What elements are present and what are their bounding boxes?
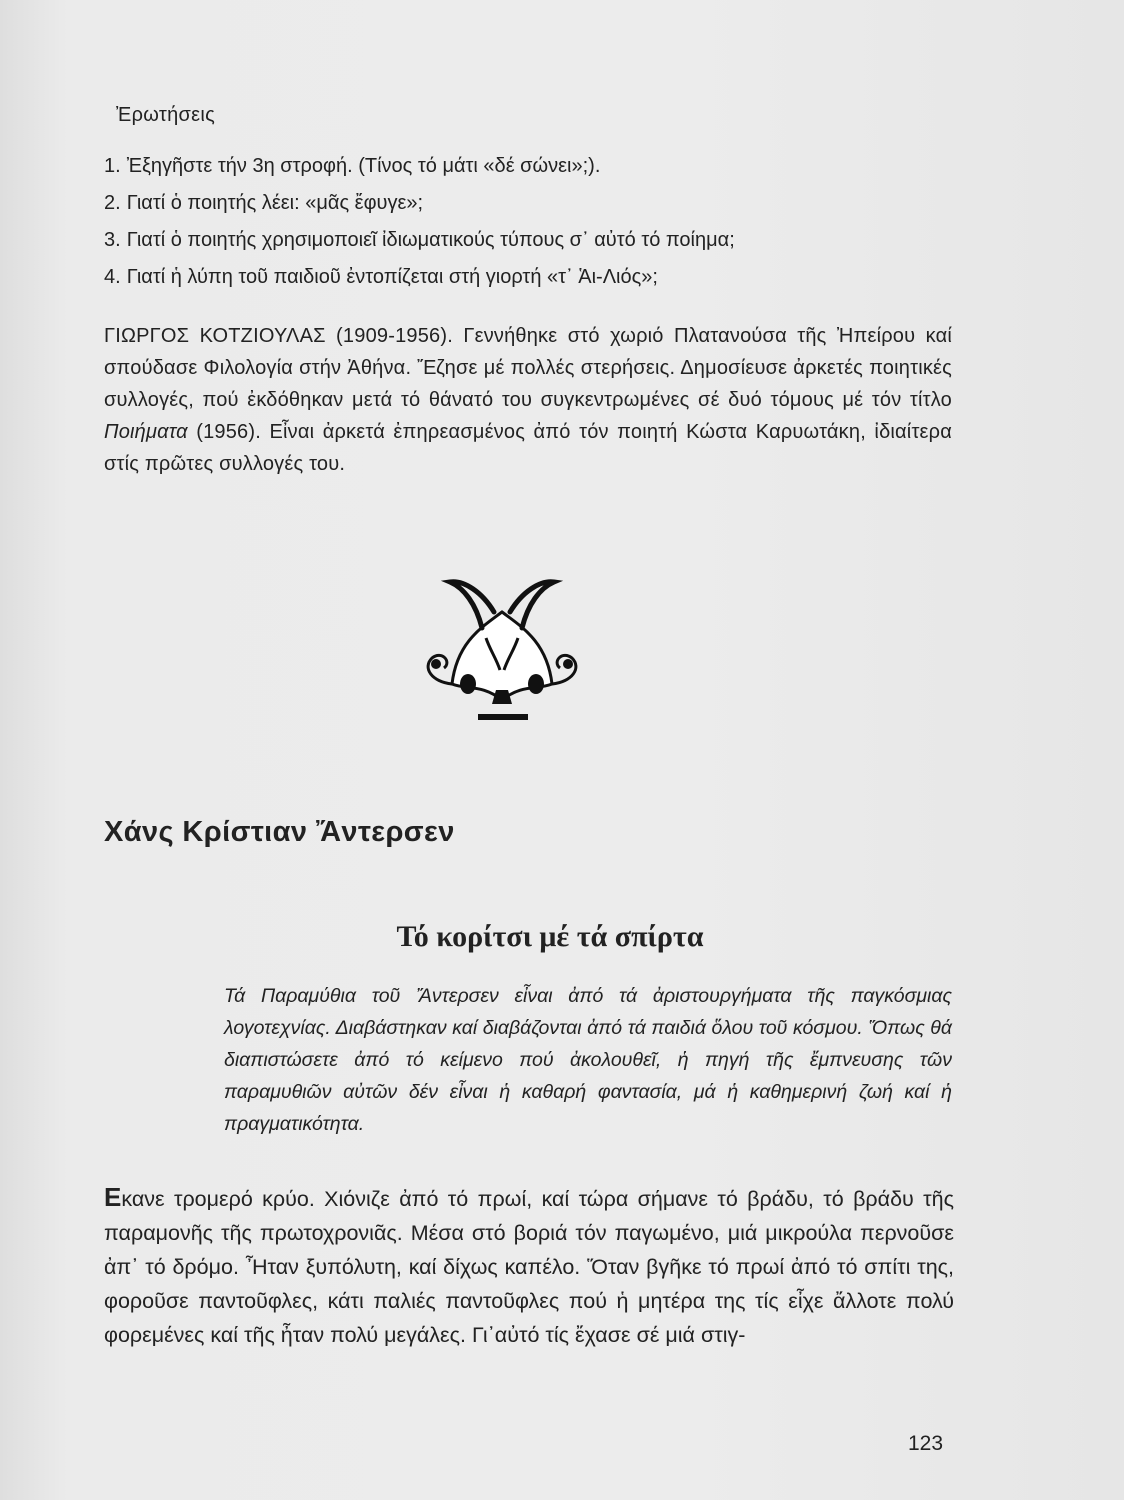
question-number: 4. [104, 266, 121, 288]
question-text: Γιατί ὁ ποιητής λέει: «μᾶς ἔφυγε»; [126, 192, 424, 214]
bio-text-before: ΓΙΩΡΓΟΣ ΚΟΤΖΙΟΥΛΑΣ (1909-1956). Γεννήθηκε στό χωριό Πλατανούσα τῆς Ἠπείρου καί σπούδασε Φιλολογία στήν Ἀθήνα. Ἔζησε μέ πολλές στερήσεις. Δημοσίευσε ἀρκετές ποιητικές συλλογές, πού ἐκδόθηκαν μετά τό θάνατό του συγκεντρωμένες σέ δυό τόμους μέ τόν τίτλο [104, 325, 952, 411]
question-item [104, 148, 1004, 185]
story-title: Τό κορίτσι μέ τά σπίρτα [396, 920, 704, 953]
decorative-vignette-icon [412, 572, 592, 732]
question-number: 1. [104, 155, 121, 177]
story-text [104, 1180, 954, 1352]
question-item [104, 185, 1004, 222]
author-name-heading: Χάνς Κρίστιαν Ἄντερσεν [104, 816, 455, 848]
page-number: 123 [908, 1432, 944, 1455]
question-number: 3. [104, 229, 121, 251]
question-text: Γιατί ἡ λύπη τοῦ παιδιοῦ ἐντοπίζεται στή γιορτή «τ᾿ Ἁι-Λιός»; [126, 266, 658, 288]
questions-list [104, 148, 1004, 296]
question-item [104, 259, 1004, 296]
question-text: Γιατί ὁ ποιητής χρησιμοποιεῖ ἰδιωματικούς τύπους σ᾿ αὐτό τό ποίημα; [126, 229, 735, 251]
bio-text-after: (1956). Εἶναι ἀρκετά ἐπηρεασμένος ἀπό τόν ποιητή Κώστα Καρυωτάκη, ἰδιαίτερα στίς πρῶτες συλλογές του. [104, 421, 953, 475]
story-introduction: Τά Παραμύθια τοῦ Ἄντερσεν εἶναι ἀπό τά ἀριστουργήματα τῆς παγκόσμιας λογοτεχνίας. Διαβάστηκαν καί διαβάζονται ἀπό τά παιδιά ὅλου τοῦ κόσμου. Ὅπως θά διαπιστώσετε ἀπό τό κείμενο πού ἀκολουθεῖ, ἡ πηγή τῆς ἔμπνευσης τῶν παραμυθιῶν αὐτῶν δέν εἶναι ἡ καθαρή φαντασία, μά ἡ καθημερινή ζωή καί ἡ πραγματικότητα. [224, 985, 952, 1135]
questions-heading: Ἐρωτήσεις [116, 104, 216, 126]
bio-book-title: Ποιήματα [104, 421, 188, 443]
story-body: κανε τρομερό κρύο. Χιόνιζε ἀπό τό πρωί, καί τώρα σήμανε τό βράδυ, τό βράδυ τῆς παραμονῆς τῆς πρωτοχρονιᾶς. Μέσα στό βοριά τόν παγωμένο, μιά μικρούλα περνοῦσε ἀπ᾿ τό δρόμο. Ἦταν ξυπόλυτη, καί δίχως καπέλο. Ὅταν βγῆκε τό πρωί ἀπό τό σπίτι της, φοροῦσε παντοῦφλες, κάτι παλιές παντοῦφλες πού ἡ μητέρα της τίς εἶχε ἄλλοτε πολύ φορεμένες καί τῆς ἦταν πολύ μεγάλες. Γι᾿αὐτό τίς ἔχασε σέ μιά στιγ- [104, 1187, 954, 1347]
story-initial-letter: Ε [104, 1182, 122, 1212]
question-item [104, 222, 1004, 259]
question-text: Ἐξηγῆστε τήν 3η στροφή. (Τίνος τό μάτι «δέ σώνει»;). [126, 155, 601, 177]
author-biography [104, 320, 952, 480]
question-number: 2. [104, 192, 121, 214]
